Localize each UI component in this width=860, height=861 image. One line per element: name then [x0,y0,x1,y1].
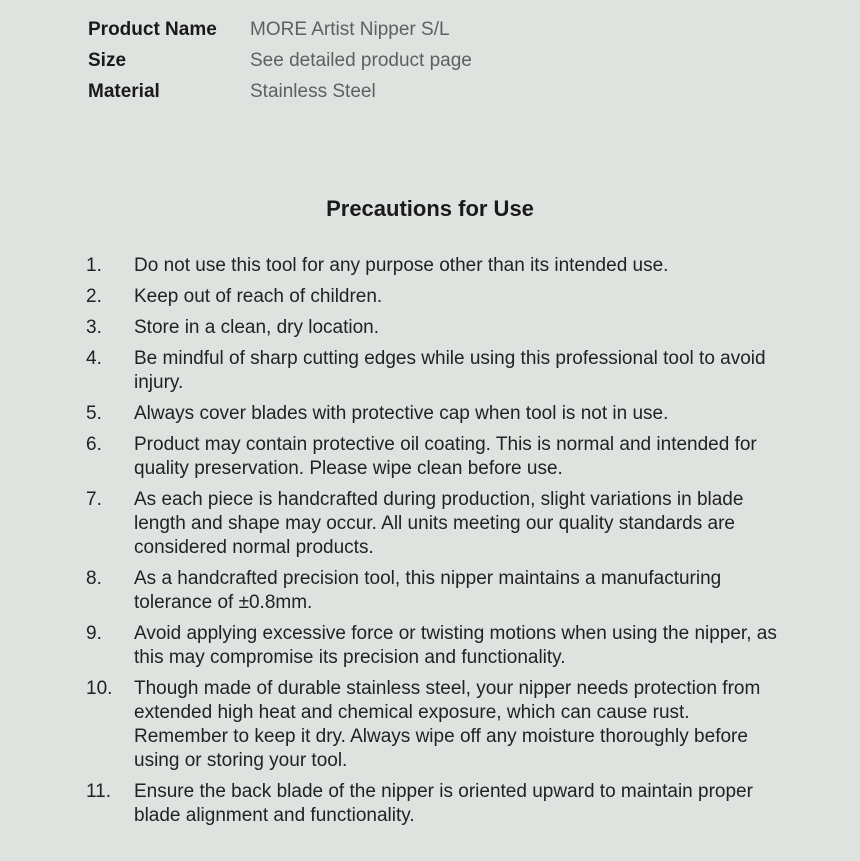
precautions-list [86,254,786,835]
item-number: 5. [86,403,102,424]
precautions-title: Precautions for Use [326,196,534,221]
list-item [86,316,786,340]
spec-label: Size [88,49,127,71]
item-number: 9. [86,623,102,644]
item-number: 8. [86,568,102,589]
item-number: 6. [86,434,102,455]
product-spec-table [88,14,472,107]
item-number: 7. [86,489,102,510]
item-number: 4. [86,348,102,369]
item-number: 3. [86,317,102,338]
item-text: Do not use this tool for any purpose other than its intended use. [134,255,669,276]
item-number: 2. [86,286,102,307]
spec-value: Stainless Steel [250,80,376,102]
item-text: Avoid applying excessive force or twisting motions when using the nipper, as this may compromise its precision and functionality. [134,623,777,668]
item-text: Always cover blades with protective cap when tool is not in use. [134,403,669,424]
item-text: Be mindful of sharp cutting edges while using this professional tool to avoid injury. [134,348,766,393]
item-text: Ensure the back blade of the nipper is oriented upward to maintain proper blade alignment and functionality. [134,781,753,826]
spec-label: Product Name [88,18,217,40]
list-item [86,347,786,395]
spec-row-size [88,45,472,76]
spec-row-material [88,76,472,107]
item-text: Product may contain protective oil coating. This is normal and intended for quality preservation. Please wipe clean before use. [134,434,757,479]
item-number: 10. [86,678,113,699]
item-text: Keep out of reach of children. [134,286,383,307]
spec-value: See detailed product page [250,49,472,71]
item-text: As a handcrafted precision tool, this nipper maintains a manufacturing tolerance of ±0.8mm. [134,568,722,613]
list-item [86,780,786,828]
list-item [86,488,786,560]
list-item [86,567,786,615]
item-text: Though made of durable stainless steel, your nipper needs protection from extended high heat and chemical exposure, which can cause rust. Remember to keep it dry. Always wipe off any moisture thoroughly before using or storing your tool. [134,678,761,771]
list-item [86,402,786,426]
spec-row-product-name [88,14,472,45]
item-text: As each piece is handcrafted during production, slight variations in blade length and shape may occur. All units meeting our quality standards are considered normal products. [134,489,744,558]
spec-label: Material [88,80,160,102]
list-item [86,622,786,670]
list-item [86,254,786,278]
list-item [86,285,786,309]
item-text: Store in a clean, dry location. [134,317,380,338]
list-item [86,677,786,773]
item-number: 11. [86,781,112,802]
item-number: 1. [86,255,102,276]
spec-value: MORE Artist Nipper S/L [250,18,450,40]
list-item [86,433,786,481]
